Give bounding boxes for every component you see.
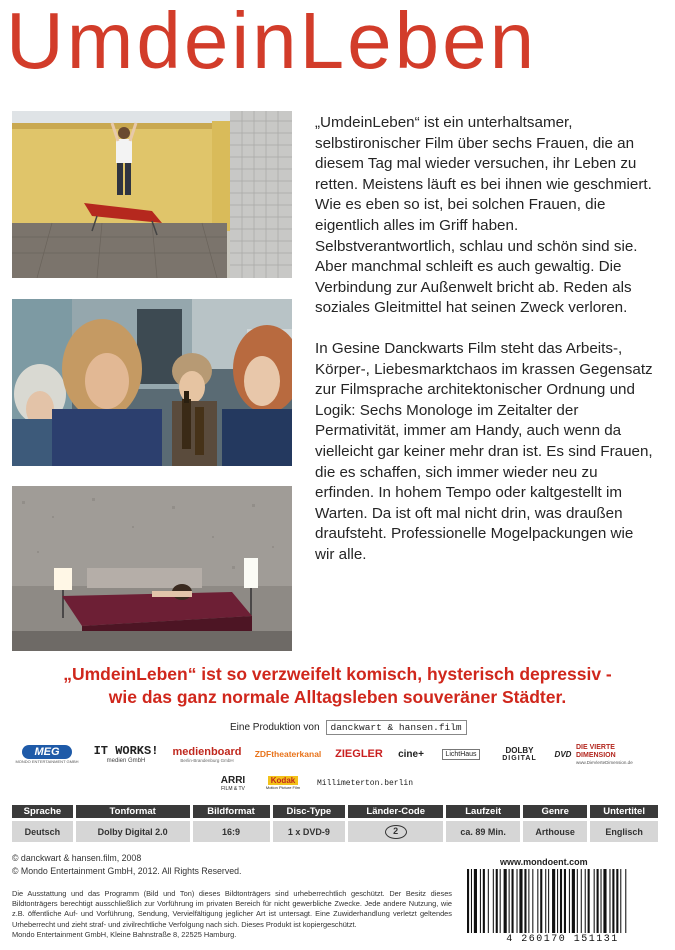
die-vierte-dimension-logo: DIE VIERTE DIMENSION www.DieVierteDimension.de — [576, 743, 633, 765]
barcode-bar — [609, 869, 610, 933]
spec-header: Untertitel — [590, 805, 658, 818]
lichthaus-logo: LichtHaus — [437, 740, 485, 768]
itworks-logo: IT WORKS! medien GmbH — [93, 744, 159, 764]
specs-value-row — [12, 821, 658, 842]
barcode-bar — [532, 869, 533, 933]
barcode-bar — [560, 869, 562, 933]
barcode-bar — [504, 869, 507, 933]
barcode-bar — [480, 869, 481, 933]
barcode-bar — [500, 869, 501, 933]
cineplus-logo: cine+ — [398, 748, 424, 760]
spec-value: Arthouse — [523, 821, 587, 842]
barcode-bar — [488, 869, 489, 933]
barcode-bar — [616, 869, 618, 933]
barcode-bar — [594, 869, 595, 933]
barcode-bar — [474, 869, 477, 933]
barcode-bar — [569, 869, 570, 933]
barcode-bar — [493, 869, 494, 933]
barcode-bar — [540, 869, 542, 933]
copyright-line-2: © Mondo Entertainment GmbH, 2012. All Rights Reserved. — [12, 865, 242, 876]
barcode-bar — [572, 869, 575, 933]
barcode-bar — [467, 869, 469, 933]
barcode-bar — [545, 869, 546, 933]
barcode-bar — [496, 869, 498, 933]
region-code-icon: 2 — [348, 821, 443, 842]
barcode-bar — [597, 869, 599, 933]
tagline-line-2: wie das ganz normale Alltagsleben souveräner Städter. — [108, 687, 567, 707]
kodak-logo: Kodak Motion Picture Film — [265, 776, 301, 790]
spec-header: Sprache — [12, 805, 73, 818]
copyright-notice — [12, 852, 241, 877]
dolby-digital-logo: DOLBY DIGITAL — [502, 746, 537, 762]
barcode-bar — [585, 869, 586, 933]
zdf-theaterkanal-logo: ZDFtheaterkanal — [254, 749, 322, 759]
film-still-kitchen — [12, 299, 292, 466]
barcode-bar — [552, 869, 555, 933]
production-company: danckwart & hansen.film — [326, 720, 467, 735]
website-url: www.mondoent.com — [500, 857, 588, 867]
spec-header: Disc-Type — [273, 805, 346, 818]
dvd-specs-table — [9, 802, 661, 845]
barcode-bar — [471, 869, 472, 933]
barcode-bar — [557, 869, 558, 933]
film-still-balcony — [12, 111, 292, 278]
description-paragraph-1: „UmdeinLeben“ ist ein unterhaltsamer, selbstironischer Film über sechs Frauen, die an diesem Tag mal wieder versuchen, ihr Leben zu retten. Meistens läuft es bei ihnen wie geschmiert. Wie es eben so ist, bei solchen Frauen, die eigentlich alles im Griff haben. Selbstverantwortlich, schlau und schön sind sie. Aber manchmal schleift es auch gewaltig. Die Verbindung zur Außenwelt bricht ab. Reden als soziales Gleitmittel hat seinen Zweck verloren. — [315, 114, 652, 317]
arri-logo: ARRI FILM & TV — [220, 774, 246, 792]
copyright-line-1: © danckwart & hansen.film, 2008 — [12, 853, 142, 863]
tagline-line-1: „UmdeinLeben“ ist so verzweifelt komisch, hysterisch depressiv - — [63, 664, 612, 684]
production-credit — [230, 720, 467, 735]
barcode-bar — [509, 869, 510, 933]
spec-value: Englisch — [590, 821, 658, 842]
spec-header: Laufzeit — [446, 805, 520, 818]
barcode-bar — [524, 869, 526, 933]
dvd-logo: DVD — [554, 749, 572, 759]
barcode-bar — [620, 869, 621, 933]
barcode-bar — [517, 869, 518, 933]
barcode-bar — [537, 869, 538, 933]
legal-text: Die Ausstattung und das Programm (Bild und Ton) dieses Bildtonträgers sind urheberrechtlich geschützt. Der Besitz dieses Bildtonträgers berechtigt ausschließlich zur Vorführung im privaten Bereich für nicht gewerbliche Zwecke. Jede andere Nutzung, wie z.B. öffentliche Auf- und Vorführung, Sendung, Vervielfältigung jeglicher Art ist untersagt. Eine Zuwiderhandlung verletzt geltendes Urheberrecht und zieht straf- und zivilrechtliche Verfolgung nach sich. Dieses Produkt ist kopiergeschützt. — [12, 889, 452, 929]
production-label: Eine Produktion von — [230, 722, 320, 733]
spec-header: Länder-Code — [348, 805, 443, 818]
ziegler-logo: ZIEGLER — [335, 748, 383, 760]
film-description — [315, 113, 655, 585]
spec-value: ca. 89 Min. — [446, 821, 520, 842]
specs-header-row — [12, 805, 658, 818]
barcode-number: 4 260170 151131 — [465, 934, 660, 945]
barcode-bar — [528, 869, 529, 933]
barcode-bar — [512, 869, 514, 933]
barcode-bar — [519, 869, 522, 933]
description-paragraph-2: In Gesine Danckwarts Film steht das Arbeits-, Körper-, Liebesmarktchaos im krassen Gegensatz zur Filmsprache architektonischer Ordnung und Logik: Sechs Monologe im Zeitalter der Permativität, immer am Handy, auch wenn da vielleicht gar keiner mehr dran ist. Es sind Frauen, die es schaffen, sich immer wieder neu zu erfinden. In hohem Tempo oder kaltgestellt im Warten. Da ist oft mal nicht drin, was draußen draufsteht. Professionelle Mogelpackungen wie wir alle. — [315, 339, 653, 563]
barcode-bar — [603, 869, 606, 933]
millimeterton-logo: Millimeterton.berlin — [316, 778, 413, 788]
barcode-bar — [612, 869, 614, 933]
publisher-address: Mondo Entertainment GmbH, Kleine Bahnstraße 8, 22525 Hamburg. — [12, 929, 237, 939]
barcode-bar — [601, 869, 602, 933]
legal-notice — [12, 889, 452, 940]
cover-title: UmdeinLeben — [6, 0, 538, 85]
barcode-bar — [564, 869, 566, 933]
spec-header: Bildformat — [193, 805, 270, 818]
film-still-bedroom — [12, 486, 292, 651]
medienboard-logo: medienboard Berlin-Brandenburg GmbH — [172, 745, 242, 763]
spec-value: Deutsch — [12, 821, 73, 842]
spec-value: Dolby Digital 2.0 — [76, 821, 190, 842]
spec-value: 16:9 — [193, 821, 270, 842]
meg-logo: MEG MONDO ENTERTAINMENT GMBH — [15, 745, 79, 764]
barcode-bar — [581, 869, 582, 933]
barcode-bar — [548, 869, 549, 933]
partner-logos — [12, 740, 662, 770]
barcode-bar — [483, 869, 485, 933]
tagline — [0, 663, 675, 709]
spec-header: Tonformat — [76, 805, 190, 818]
barcode-bar — [588, 869, 590, 933]
spec-value: 1 x DVD-9 — [273, 821, 346, 842]
barcode-bar — [625, 869, 626, 933]
barcode-bars — [463, 869, 658, 935]
spec-header: Genre — [523, 805, 587, 818]
partner-logos-row-2 — [215, 772, 415, 794]
barcode-bar — [577, 869, 578, 933]
